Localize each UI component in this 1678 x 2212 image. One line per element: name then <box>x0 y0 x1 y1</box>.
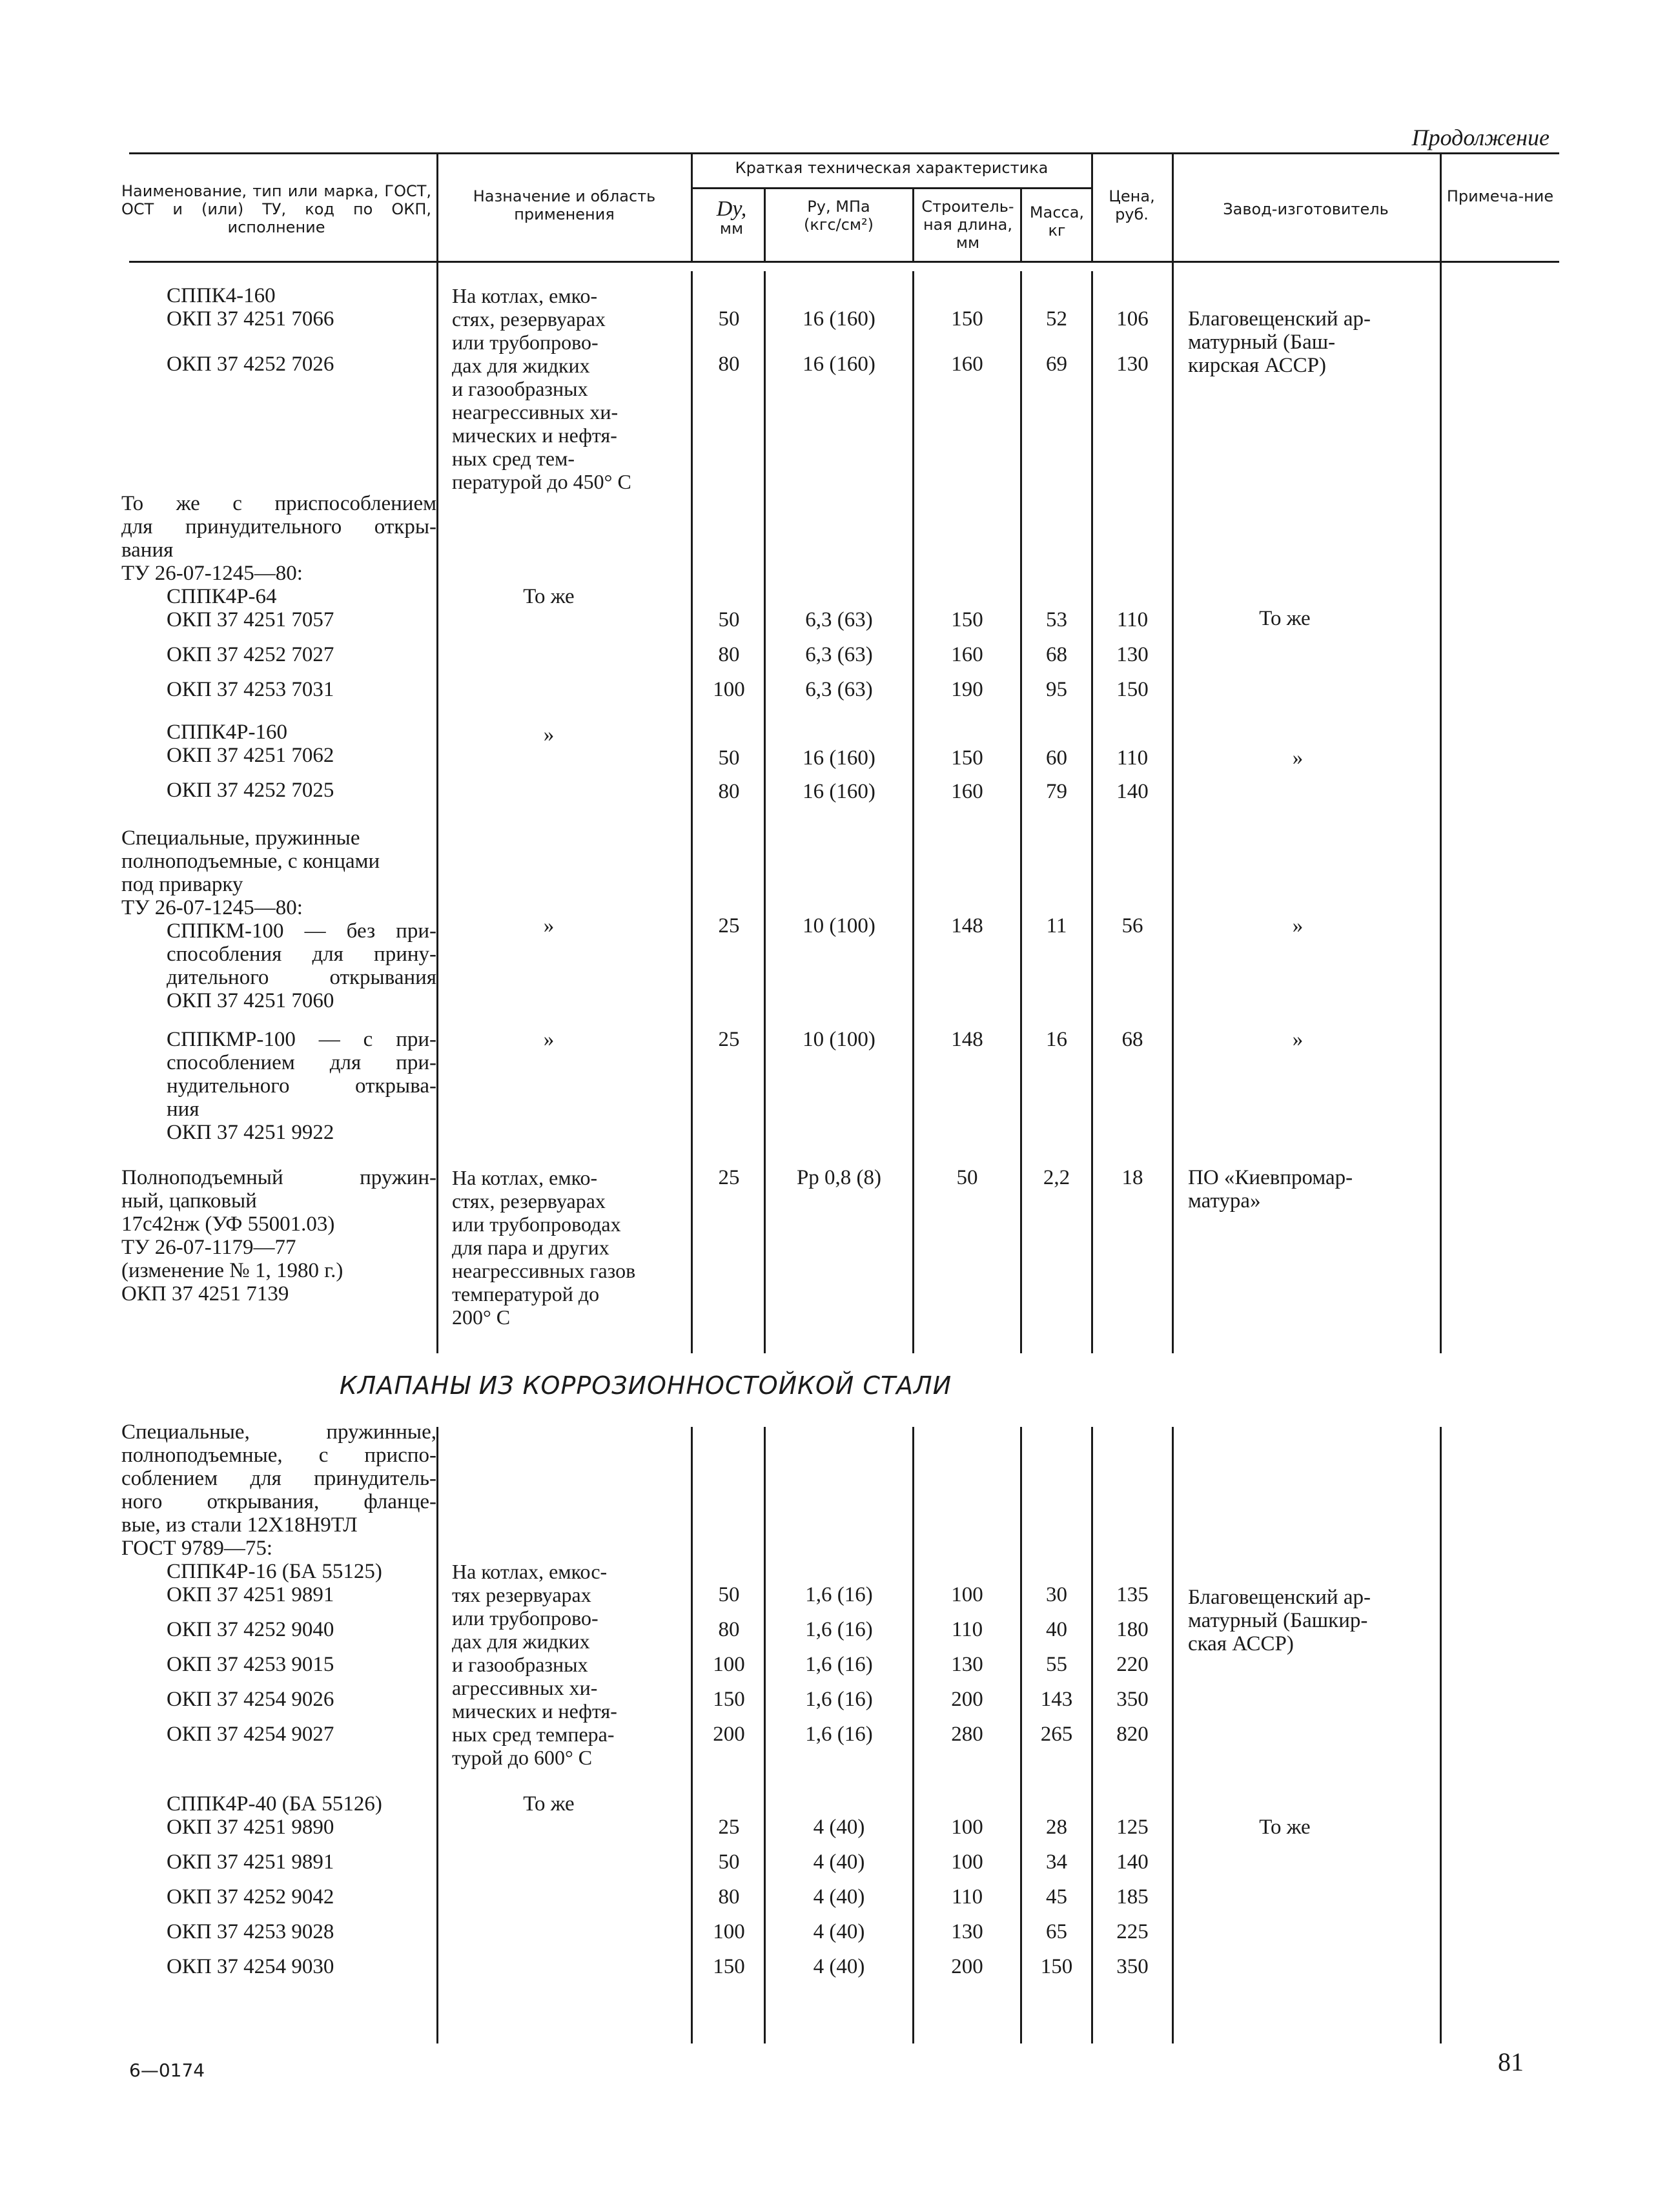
cell-length: 100 <box>951 1583 983 1606</box>
header-divider <box>912 187 914 261</box>
name-line: 17с42нж (УФ 55001.03) <box>121 1213 335 1236</box>
desc-line: турой до 600° С <box>452 1746 593 1769</box>
cell-price: 180 <box>1116 1618 1149 1641</box>
block8-code: ОКП 37 4251 9891 <box>167 1850 334 1874</box>
block8-code: ОКП 37 4253 9028 <box>167 1920 334 1943</box>
block1-code-1: ОКП 37 4251 7066 <box>167 307 334 331</box>
cell-py: 6,3 (63) <box>805 678 873 701</box>
cell-dy: 200 <box>713 1723 745 1746</box>
cell-length: 190 <box>951 678 983 701</box>
mfr-line: матурный (Баш- <box>1188 331 1336 354</box>
name-line: ния <box>167 1098 200 1121</box>
intro-line: Специальные, пружинные <box>121 826 360 850</box>
cell-price: 350 <box>1116 1955 1149 1978</box>
header-py-unit: (кгс/см²) <box>803 216 874 234</box>
intro-line: соблением для принудитель- <box>121 1467 436 1490</box>
cell-price: 110 <box>1116 746 1149 770</box>
desc-line: температурой до <box>452 1282 600 1306</box>
desc-line: стях, резервуарах <box>452 307 606 331</box>
cell-py: 6,3 (63) <box>805 643 873 666</box>
block4-manufacturer-ditto: » <box>1292 914 1304 937</box>
cell-length: 280 <box>951 1723 983 1746</box>
desc-line: мических и нефтя- <box>452 424 617 447</box>
cell-price: 350 <box>1116 1688 1149 1711</box>
cell-mass: 79 <box>1046 780 1067 803</box>
cell-py: 10 (100) <box>803 1028 875 1051</box>
block2-description: То же <box>523 585 575 608</box>
block3-code: ОКП 37 4252 7025 <box>167 779 334 802</box>
cell-dy: 50 <box>718 1850 740 1874</box>
mfr-line: ская АССР) <box>1188 1632 1294 1655</box>
header-divider <box>691 152 693 261</box>
cell-dy: 80 <box>718 1885 740 1909</box>
cell-price: 225 <box>1116 1920 1149 1943</box>
cell-price: 125 <box>1116 1816 1149 1839</box>
cell-mass: 11 <box>1046 914 1067 937</box>
header-bottom-rule <box>129 261 1559 263</box>
desc-line: дах для жидких <box>452 354 590 377</box>
desc-line: 200° С <box>452 1306 511 1329</box>
intro-line: ного открывания, фланце- <box>121 1490 436 1513</box>
column-rule <box>436 152 438 1353</box>
cell-price: 68 <box>1121 1028 1143 1051</box>
cell-length: 148 <box>951 1028 983 1051</box>
desc-line: дах для жидких <box>452 1630 590 1653</box>
cell-price: 130 <box>1116 643 1149 666</box>
block6-description <box>452 1166 684 1329</box>
cell-py: 4 (40) <box>813 1885 865 1909</box>
cell-dy: 150 <box>713 1688 745 1711</box>
block2-code: ОКП 37 4253 7031 <box>167 678 334 701</box>
block7-manufacturer <box>1188 1586 1427 1655</box>
header-dy-label: Dу, <box>716 197 747 221</box>
name-line: ТУ 26-07-1179—77 <box>121 1236 296 1259</box>
cell-price: 820 <box>1116 1723 1149 1746</box>
cell-dy: 100 <box>713 1653 745 1676</box>
block6-name <box>121 1166 436 1306</box>
cell-dy: 50 <box>718 307 740 331</box>
cell-mass: 69 <box>1046 353 1067 376</box>
block2-name <box>121 492 436 701</box>
desc-line: и газообразных <box>452 377 588 400</box>
name-line: (изменение № 1, 1980 г.) <box>121 1259 343 1282</box>
block3-manufacturer-ditto: » <box>1292 746 1304 770</box>
cell-py: 16 (160) <box>803 780 875 803</box>
mfr-line: матурный (Башкир- <box>1188 1609 1368 1632</box>
block1-manufacturer <box>1188 307 1427 377</box>
header-divider <box>1091 152 1093 261</box>
block7-code: ОКП 37 4253 9015 <box>167 1653 334 1676</box>
cell-mass: 265 <box>1040 1723 1073 1746</box>
intro-line: полноподъемные, с концами <box>121 850 380 873</box>
name-line: СППКМ-100 — без при- <box>167 919 436 943</box>
cell-length: 50 <box>956 1166 978 1189</box>
cell-length: 160 <box>951 643 983 666</box>
block5-manufacturer-ditto: » <box>1292 1028 1304 1051</box>
cell-length: 100 <box>951 1816 983 1839</box>
column-rule <box>1020 271 1022 1353</box>
cell-length: 130 <box>951 1920 983 1943</box>
intro-line: ТУ 26-07-1245—80: <box>121 896 303 919</box>
name-line: дительного открывания <box>167 966 436 989</box>
cell-mass: 28 <box>1046 1816 1067 1839</box>
cell-dy: 80 <box>718 643 740 666</box>
cell-length: 130 <box>951 1653 983 1676</box>
cell-dy: 25 <box>718 1166 740 1189</box>
mfr-line: матура» <box>1188 1189 1261 1213</box>
intro-line: ТУ 26-07-1245—80: <box>121 562 303 585</box>
block7-description <box>452 1560 684 1769</box>
header-divider <box>1020 187 1022 261</box>
desc-line: неагрессивных хи- <box>452 400 619 424</box>
block2-code: ОКП 37 4251 7057 <box>167 608 334 631</box>
cell-py: 4 (40) <box>813 1955 865 1978</box>
cell-price: 140 <box>1116 1850 1149 1874</box>
block3-description-ditto: » <box>543 723 555 746</box>
block7-code: ОКП 37 4254 9026 <box>167 1688 334 1711</box>
desc-line: ных сред темпера- <box>452 1723 615 1746</box>
cell-dy: 100 <box>713 1920 745 1943</box>
header-purpose: Назначение и область применения <box>473 187 656 223</box>
desc-line: ных сред тем- <box>452 447 575 470</box>
desc-line: или трубопрово- <box>452 1606 599 1630</box>
block3-title: СППК4Р-160 <box>167 721 288 744</box>
block1-description <box>452 284 684 493</box>
column-rule <box>691 1427 693 2043</box>
cell-py: 16 (160) <box>803 307 875 331</box>
cell-mass: 30 <box>1046 1583 1067 1606</box>
column-rule <box>1172 1427 1174 2043</box>
desc-line: тях резервуарах <box>452 1583 591 1606</box>
block8-title: СППК4Р-40 (БА 55126) <box>167 1792 382 1816</box>
block8-description: То же <box>523 1792 575 1816</box>
header-py-label: Pу, МПа <box>807 198 870 216</box>
name-line: ОКП 37 4251 7060 <box>167 989 334 1012</box>
intro-line: Специальные, пружинные, <box>121 1420 436 1444</box>
cell-length: 100 <box>951 1850 983 1874</box>
cell-price: 140 <box>1116 780 1149 803</box>
cell-length: 160 <box>951 353 983 376</box>
cell-mass: 2,2 <box>1043 1166 1070 1189</box>
cell-dy: 80 <box>718 1618 740 1641</box>
block1-name <box>121 284 436 376</box>
cell-mass: 40 <box>1046 1618 1067 1641</box>
desc-line: агрессивных хи- <box>452 1676 598 1699</box>
cell-length: 200 <box>951 1955 983 1978</box>
cell-mass: 95 <box>1046 678 1067 701</box>
mfr-line: кирская АССР) <box>1188 354 1327 377</box>
intro-line: под приварку <box>121 873 243 896</box>
cell-py: 1,6 (16) <box>805 1723 873 1746</box>
header-brief: Краткая техническая характеристика <box>735 159 1049 177</box>
header-name: Наименование, тип или марка, ГОСТ, ОСТ и (или) ТУ, код по ОКП, исполнение <box>121 182 431 236</box>
cell-dy: 150 <box>713 1955 745 1978</box>
intro-line: для принудительного откры- <box>121 515 436 538</box>
block7-code: ОКП 37 4254 9027 <box>167 1723 334 1746</box>
page-number: 81 <box>1498 2047 1524 2076</box>
cell-mass: 52 <box>1046 307 1067 331</box>
name-line: СППКМР-100 — с при- <box>167 1028 436 1051</box>
block4-name <box>121 826 436 1012</box>
column-rule <box>764 271 766 1353</box>
intro-line: ГОСТ 9789—75: <box>121 1537 273 1560</box>
cell-mass: 143 <box>1040 1688 1073 1711</box>
column-rule <box>1440 152 1442 1353</box>
cell-length: 150 <box>951 746 983 770</box>
desc-line: или трубопроводах <box>452 1213 621 1236</box>
block2-title: СППК4Р-64 <box>167 585 277 608</box>
header-divider <box>764 187 766 261</box>
column-rule <box>1440 1427 1442 2043</box>
cell-py: 4 (40) <box>813 1816 865 1839</box>
column-rule <box>1172 152 1174 1353</box>
cell-py: 16 (160) <box>803 746 875 770</box>
desc-line: На котлах, емкос- <box>452 1560 608 1583</box>
cell-dy: 80 <box>718 353 740 376</box>
header-mass: Масса, кг <box>1029 203 1085 240</box>
cell-mass: 65 <box>1046 1920 1067 1943</box>
header-dy-unit: мм <box>719 220 744 238</box>
cell-mass: 60 <box>1046 746 1067 770</box>
cell-price: 220 <box>1116 1653 1149 1676</box>
cell-length: 160 <box>951 780 983 803</box>
cell-py: 1,6 (16) <box>805 1583 873 1606</box>
section-title: КЛАПАНЫ ИЗ КОРРОЗИОННОСТОЙКОЙ СТАЛИ <box>339 1371 952 1400</box>
cell-mass: 53 <box>1046 608 1067 631</box>
cell-price: 110 <box>1116 608 1149 631</box>
name-line: способления для прину- <box>167 943 436 966</box>
cell-mass: 34 <box>1046 1850 1067 1874</box>
desc-line: стях, резервуарах <box>452 1189 606 1213</box>
block8-code: ОКП 37 4254 9030 <box>167 1955 334 1978</box>
block4-description-ditto: » <box>543 914 555 937</box>
cell-price: 135 <box>1116 1583 1149 1606</box>
block2-code: ОКП 37 4252 7027 <box>167 643 334 666</box>
block8-code: ОКП 37 4251 9890 <box>167 1816 334 1839</box>
cell-py: 1,6 (16) <box>805 1688 873 1711</box>
cell-dy: 25 <box>718 1816 740 1839</box>
mfr-line: ПО «Киевпромар- <box>1188 1166 1353 1189</box>
block8-name <box>121 1792 436 1978</box>
header-price: Цена, руб. <box>1109 187 1155 223</box>
name-line: ный, цапковый <box>121 1189 257 1213</box>
cell-py: 1,6 (16) <box>805 1618 873 1641</box>
name-line: Полноподъемный пружин- <box>121 1166 436 1189</box>
column-rule <box>1091 271 1093 1353</box>
header-manufacturer: Завод-изготовитель <box>1223 200 1389 218</box>
cell-price: 56 <box>1121 914 1143 937</box>
cell-py: 10 (100) <box>803 914 875 937</box>
desc-line: и газообразных <box>452 1653 588 1676</box>
cell-py: 1,6 (16) <box>805 1653 873 1676</box>
cell-mass: 150 <box>1040 1955 1073 1978</box>
cell-length: 150 <box>951 307 983 331</box>
cell-length: 110 <box>951 1885 983 1909</box>
intro-line: вые, из стали 12Х18Н9ТЛ <box>121 1513 358 1537</box>
cell-price: 150 <box>1116 678 1149 701</box>
cell-mass: 16 <box>1046 1028 1067 1051</box>
header-length: Строитель-ная длина, мм <box>921 198 1014 252</box>
cell-py: Pр 0,8 (8) <box>796 1166 882 1189</box>
name-line: ОКП 37 4251 7139 <box>121 1282 289 1306</box>
cell-mass: 45 <box>1046 1885 1067 1909</box>
cell-py: 16 (160) <box>803 353 875 376</box>
cell-dy: 50 <box>718 1583 740 1606</box>
mfr-line: Благовещенский ар- <box>1188 1586 1371 1609</box>
cell-dy: 100 <box>713 678 745 701</box>
block7-name <box>121 1420 436 1746</box>
cell-length: 200 <box>951 1688 983 1711</box>
column-rule <box>436 1427 438 2043</box>
column-rule <box>691 271 693 1353</box>
block1-title: СППК4-160 <box>167 284 276 307</box>
block7-code: ОКП 37 4251 9891 <box>167 1583 334 1606</box>
intro-line: вания <box>121 538 174 562</box>
cell-dy: 50 <box>718 608 740 631</box>
header-note: Примеча-ние <box>1446 187 1554 205</box>
desc-line: или трубопрово- <box>452 331 599 354</box>
cell-dy: 25 <box>718 914 740 937</box>
block7-title: СППК4Р-16 (БА 55125) <box>167 1560 382 1583</box>
cell-length: 150 <box>951 608 983 631</box>
desc-line: мических и нефтя- <box>452 1699 617 1723</box>
cell-price: 18 <box>1121 1166 1143 1189</box>
cell-py: 4 (40) <box>813 1920 865 1943</box>
block5-name <box>121 1028 436 1144</box>
block8-manufacturer: То же <box>1259 1816 1311 1839</box>
header-py <box>767 198 910 234</box>
block6-manufacturer <box>1188 1166 1427 1213</box>
block8-code: ОКП 37 4252 9042 <box>167 1885 334 1909</box>
cell-mass: 55 <box>1046 1653 1067 1676</box>
cell-price: 185 <box>1116 1885 1149 1909</box>
cell-length: 148 <box>951 914 983 937</box>
block1-code-2: ОКП 37 4252 7026 <box>167 353 334 376</box>
intro-line: полноподъемные, с приспо- <box>121 1444 436 1467</box>
desc-line: На котлах, емко- <box>452 1166 598 1189</box>
header-sub-rule <box>691 187 1091 189</box>
header-dy <box>701 197 762 238</box>
cell-py: 4 (40) <box>813 1850 865 1874</box>
block3-code: ОКП 37 4251 7062 <box>167 744 334 767</box>
intro-line: То же с приспособлением <box>121 492 436 515</box>
cell-dy: 80 <box>718 780 740 803</box>
desc-line: пературой до 450° С <box>452 470 631 493</box>
cell-price: 130 <box>1116 353 1149 376</box>
desc-line: неагрессивных газов <box>452 1259 636 1282</box>
footer-code: 6—0174 <box>129 2060 205 2081</box>
continuation-label: Продолжение <box>1411 125 1550 150</box>
block5-description-ditto: » <box>543 1028 555 1051</box>
block2-manufacturer: То же <box>1259 607 1311 630</box>
desc-line: На котлах, емко- <box>452 284 598 307</box>
name-line: способлением для при- <box>167 1051 436 1074</box>
header-top-rule <box>129 152 1559 154</box>
cell-mass: 68 <box>1046 643 1067 666</box>
cell-length: 110 <box>951 1618 983 1641</box>
name-line: ОКП 37 4251 9922 <box>167 1121 334 1144</box>
block3-name <box>121 721 436 802</box>
desc-line: для пара и других <box>452 1236 609 1259</box>
cell-dy: 50 <box>718 746 740 770</box>
block7-code: ОКП 37 4252 9040 <box>167 1618 334 1641</box>
column-rule <box>912 271 914 1353</box>
cell-price: 106 <box>1116 307 1149 331</box>
mfr-line: Благовещенский ар- <box>1188 307 1371 331</box>
cell-dy: 25 <box>718 1028 740 1051</box>
cell-py: 6,3 (63) <box>805 608 873 631</box>
name-line: нудительного открыва- <box>167 1074 436 1098</box>
